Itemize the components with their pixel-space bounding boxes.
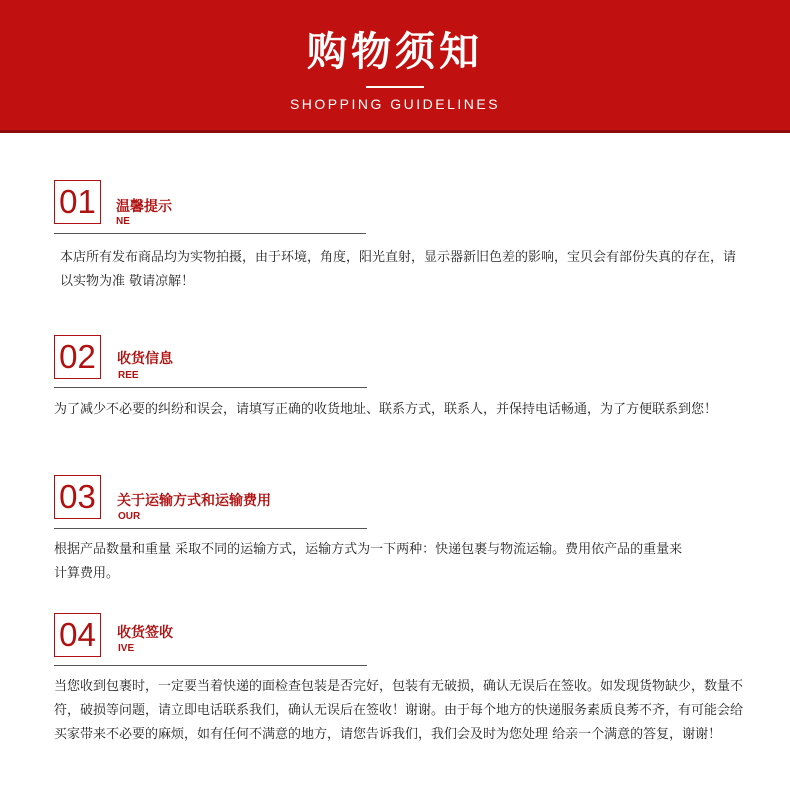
page-subtitle: SHOPPING GUIDELINES — [289, 96, 501, 112]
section-subtitle: IVE — [118, 643, 135, 654]
title-divider — [366, 86, 424, 88]
header-banner — [0, 0, 790, 133]
section-title: 收货信息 — [117, 351, 173, 367]
section-text: 为了减少不必要的纠纷和误会，请填写正确的收货地址、联系方式，联系人，并保持电话畅通，为了方便联系到您！ — [54, 402, 718, 417]
section-text: 当您收到包裹时，一定要当着快递的面检查包装是否完好，包装有无破损，确认无误后在签收。如发现货物缺少，数量不符，破损等问题，请立即电话联系我们，确认无误后在签收！谢谢。由于每个地方的快递服务素质良莠不齐，有可能会给买家带来不必要的麻烦，如有任何不满意的地方，请您告诉我们，我们会及时为您处理 给亲一个满意的答复，谢谢！ — [54, 679, 744, 742]
section-number-box: 02 — [54, 335, 101, 379]
section-divider — [54, 528, 367, 529]
section-divider — [54, 665, 367, 666]
section-number-box: 01 — [54, 180, 101, 224]
section-subtitle: OUR — [118, 511, 141, 522]
section-number-box: 04 — [54, 613, 101, 657]
page-title: 购物须知 — [307, 29, 483, 75]
section-title: 关于运输方式和运输费用 — [117, 493, 271, 509]
section-divider — [54, 387, 367, 388]
section-subtitle: NE — [116, 216, 130, 227]
section-subtitle: REE — [118, 370, 139, 381]
section-title: 温馨提示 — [116, 199, 172, 215]
section-title: 收货签收 — [117, 625, 173, 641]
section-text: 本店所有发布商品均为实物拍摄，由于环境，角度，阳光直射，显示器新旧色差的影响，宝贝会有部份失真的存在，请以实物为准 敬请凉解！ — [60, 250, 737, 289]
section-number-box: 03 — [54, 475, 101, 519]
section-divider — [54, 233, 366, 234]
section-text: 根据产品数量和重量 采取不同的运输方式，运输方式为一下两种：快递包裹与物流运输。费用依产品的重量来计算费用。 — [54, 542, 683, 581]
